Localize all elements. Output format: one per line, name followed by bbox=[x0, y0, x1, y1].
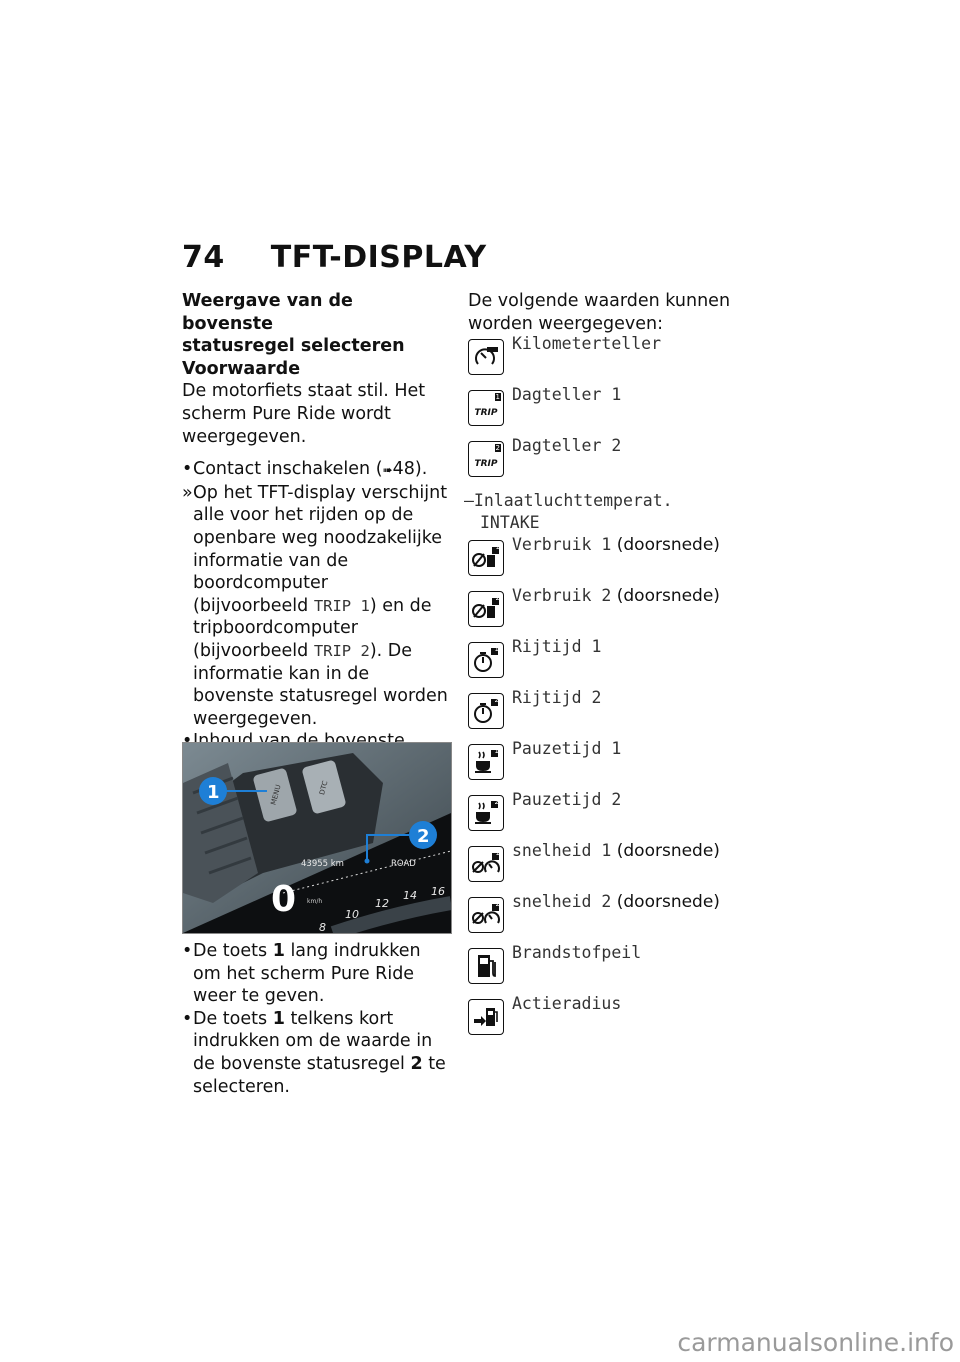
result-text: ) en de tripboordcomputer (bijvoorbeeld bbox=[193, 595, 432, 661]
rpm-tick: 14 bbox=[403, 889, 417, 902]
list-item bbox=[468, 586, 758, 642]
value-label: Dagteller 1 bbox=[512, 385, 622, 405]
average-speed-1-icon bbox=[468, 846, 504, 882]
right-column bbox=[464, 290, 758, 1050]
callout-1: 1 bbox=[207, 782, 220, 803]
icon-number: 2 bbox=[494, 798, 499, 807]
value-label: Verbruik 2 bbox=[512, 586, 612, 606]
odometer-icon bbox=[468, 339, 504, 375]
list-item bbox=[468, 436, 758, 492]
list-item bbox=[468, 688, 758, 744]
key-ref: 1 bbox=[272, 941, 285, 961]
steps-list bbox=[182, 458, 448, 776]
rpm-tick: 12 bbox=[375, 897, 389, 910]
value-label: snelheid 1 bbox=[512, 841, 612, 861]
pause-time-1-icon bbox=[468, 744, 504, 780]
value-label: Pauzetijd 1 bbox=[512, 739, 622, 759]
step-text: lang indrukken om het scherm Pure Ride weer te geven. bbox=[193, 941, 421, 1007]
list-item bbox=[468, 739, 758, 795]
icon-number: 1 bbox=[494, 645, 499, 654]
step-item bbox=[182, 940, 448, 1008]
step-text: De toets bbox=[193, 941, 273, 961]
condition-text: De motorfiets staat stil. Het scherm Pure Ride wordt weergegeven. bbox=[182, 381, 426, 447]
value-label: Verbruik 1 bbox=[512, 535, 612, 555]
speed-unit: km/h bbox=[307, 898, 323, 905]
heading-condition: Voorwaarde bbox=[182, 358, 301, 379]
list-item bbox=[468, 841, 758, 897]
value-label: Rijtijd 1 bbox=[512, 637, 602, 657]
result-text: Op het TFT-display verschijnt alle voor het rijden op de openbare weg noodzakelijke informatie van de boordcomputer (bijvoorbeeld bbox=[193, 482, 448, 616]
handlebar-display-photo bbox=[182, 742, 452, 934]
list-item bbox=[468, 790, 758, 846]
icon-text: TRIP bbox=[474, 458, 498, 469]
step-text: Contact inschakelen ( bbox=[193, 459, 383, 480]
step-text: De toets bbox=[193, 1008, 273, 1029]
value-label: Dagteller 2 bbox=[512, 436, 622, 456]
list-item bbox=[468, 637, 758, 693]
code-trip-2: TRIP 2 bbox=[313, 641, 370, 660]
value-label: snelheid 2 bbox=[512, 892, 612, 912]
menu-button-label: MENU bbox=[269, 783, 283, 806]
value-suffix: (doorsnede) bbox=[611, 535, 720, 556]
icon-text: TRIP bbox=[474, 407, 498, 418]
trip-2-icon bbox=[468, 441, 504, 477]
consumption-2-icon bbox=[468, 591, 504, 627]
trip-1-icon bbox=[468, 390, 504, 426]
left-column bbox=[182, 290, 448, 776]
watermark: carmanualsonline.info bbox=[677, 1328, 954, 1357]
icon-number: 2 bbox=[495, 444, 500, 453]
value-label: Pauzetijd 2 bbox=[512, 790, 622, 810]
intake-air-temp-item bbox=[464, 491, 758, 540]
step-item bbox=[182, 458, 448, 482]
page-ref[interactable]: 48 bbox=[392, 459, 415, 480]
intake-label: –Inlaatluchttemperat. bbox=[464, 491, 673, 511]
heading-line-1: Weergave van de bovenste bbox=[182, 291, 353, 334]
values-list bbox=[464, 334, 758, 1050]
list-item bbox=[468, 535, 758, 591]
icon-number: 1 bbox=[495, 393, 500, 402]
icon-number: 1 bbox=[494, 747, 499, 756]
bullet-marker: • bbox=[182, 941, 193, 961]
value-suffix: (doorsnede) bbox=[611, 841, 720, 862]
consumption-1-icon bbox=[468, 540, 504, 576]
result-marker: » bbox=[182, 482, 193, 503]
value-label: Actieradius bbox=[512, 994, 622, 1014]
pause-time-2-icon bbox=[468, 795, 504, 831]
value-label: Rijtijd 2 bbox=[512, 688, 602, 708]
odometer-readout: 43955 km bbox=[301, 859, 344, 869]
bullet-marker: • bbox=[182, 1008, 193, 1029]
page-number: 74 bbox=[182, 240, 225, 275]
icon-number: 2 bbox=[495, 900, 500, 909]
riding-time-1-icon bbox=[468, 642, 504, 678]
step-text: te selecteren. bbox=[193, 1053, 446, 1097]
page-header bbox=[182, 240, 487, 275]
riding-mode: ROAD bbox=[391, 859, 416, 869]
list-item bbox=[468, 334, 758, 390]
value-suffix: (doorsnede) bbox=[611, 586, 720, 607]
step-text: ). bbox=[414, 459, 428, 480]
range-icon bbox=[468, 999, 504, 1035]
rpm-tick: 10 bbox=[345, 908, 359, 921]
values-intro: De volgende waarden kunnen worden weergegeven: bbox=[468, 291, 731, 334]
gear-indicator: 0 bbox=[271, 879, 297, 920]
value-label: Brandstofpeil bbox=[512, 943, 642, 963]
rpm-tick: 8 bbox=[319, 921, 326, 933]
list-item bbox=[468, 994, 758, 1050]
fuel-level-icon bbox=[468, 948, 504, 984]
key-ref: 1 bbox=[272, 1008, 285, 1029]
key-ref: 2 bbox=[410, 1053, 423, 1074]
dtc-button-label: DTC bbox=[318, 780, 330, 796]
rpm-tick: 16 bbox=[431, 885, 445, 898]
result-text: ). De informatie kan in de bovenste statusregel worden weergegeven. bbox=[193, 640, 448, 729]
list-item bbox=[468, 892, 758, 948]
value-label: Kilometerteller bbox=[512, 334, 662, 354]
intake-code: INTAKE bbox=[480, 513, 540, 533]
heading-line-2: statusregel selecteren bbox=[182, 336, 405, 357]
icon-number: 1 bbox=[495, 849, 500, 858]
step-text: telkens kort indrukken om de waarde in de bovenste statusregel bbox=[193, 1008, 433, 1074]
section-title: TFT-DISPLAY bbox=[270, 240, 487, 275]
list-item bbox=[468, 385, 758, 441]
page-ref-arrow-icon: ➠ bbox=[382, 463, 393, 478]
icon-number: 2 bbox=[495, 594, 500, 603]
list-item bbox=[468, 943, 758, 999]
photo-illustration bbox=[183, 743, 451, 933]
value-suffix: (doorsnede) bbox=[611, 892, 720, 913]
result-item bbox=[182, 482, 448, 731]
average-speed-2-icon bbox=[468, 897, 504, 933]
after-figure-steps bbox=[182, 940, 448, 1098]
icon-number: 1 bbox=[495, 543, 500, 552]
bullet-marker: • bbox=[182, 459, 193, 480]
code-trip-1: TRIP 1 bbox=[313, 596, 370, 615]
riding-time-2-icon bbox=[468, 693, 504, 729]
step-item bbox=[182, 1008, 448, 1098]
callout-2: 2 bbox=[417, 826, 430, 847]
icon-number: 2 bbox=[494, 696, 499, 705]
